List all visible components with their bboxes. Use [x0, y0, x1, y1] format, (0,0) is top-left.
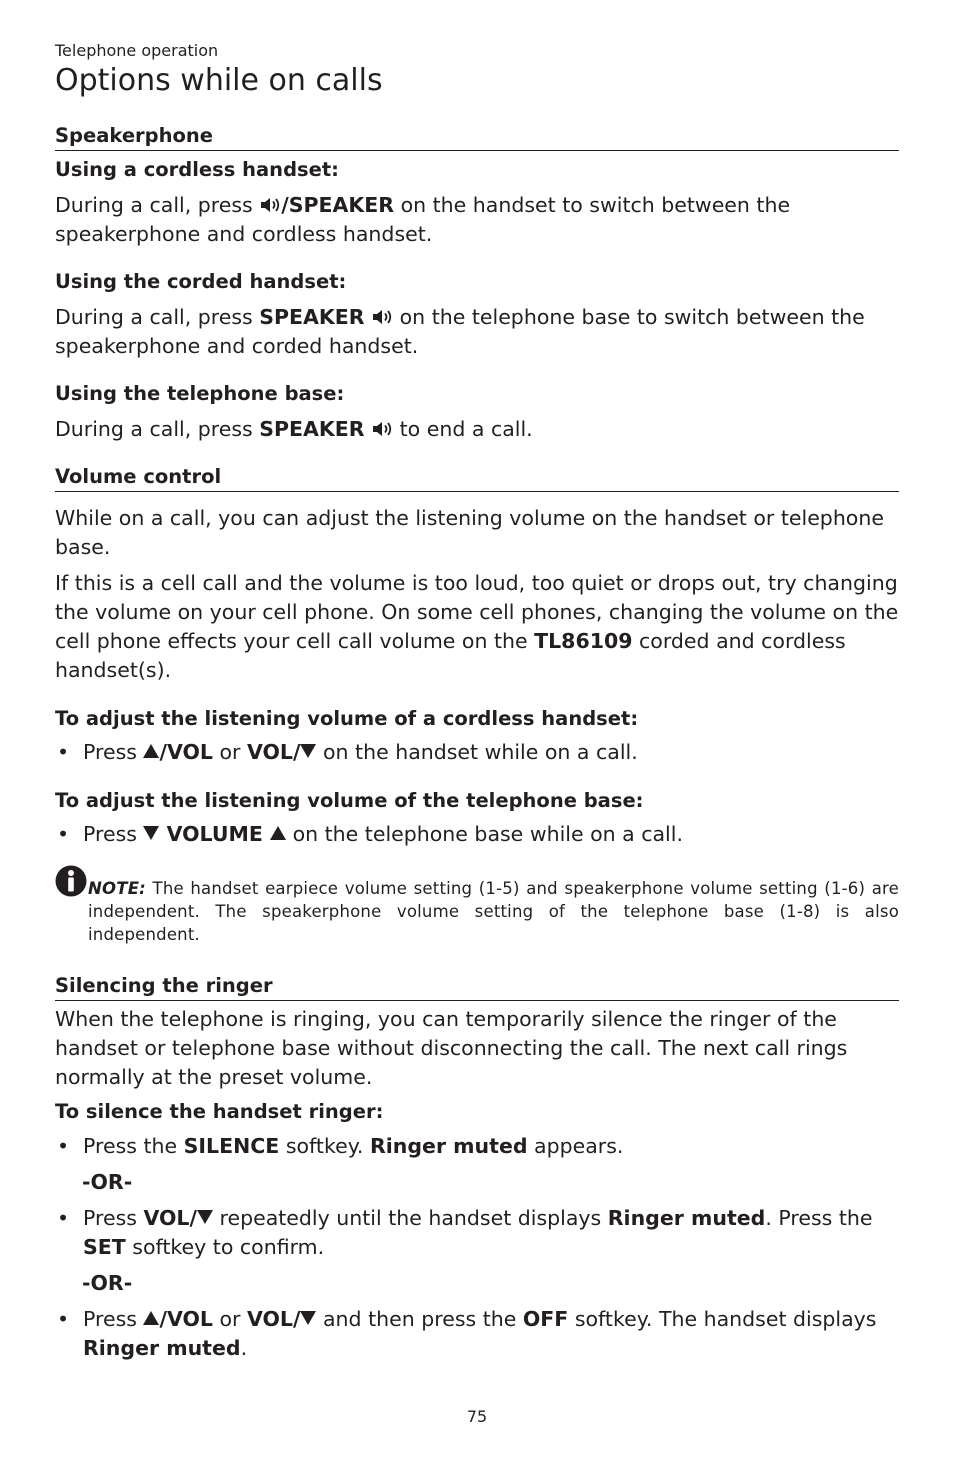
section-heading-ringer: Silencing the ringer — [55, 973, 899, 1001]
text: Press — [83, 740, 144, 764]
text: softkey. The handset displays — [568, 1307, 877, 1331]
text: Press — [83, 822, 144, 846]
page-title: Options while on calls — [55, 63, 383, 98]
text: During a call, press — [55, 193, 260, 217]
bullet: • — [57, 1307, 70, 1331]
subheading-base-volume: To adjust the listening volume of the telephone base: — [55, 789, 644, 812]
text: . Press the — [765, 1206, 873, 1230]
vol-down-key: VOL/ — [143, 1206, 197, 1230]
paragraph-volume-2 — [55, 569, 899, 685]
speaker-icon — [371, 308, 393, 326]
paragraph-volume-1: While on a call, you can adjust the listening volume on the handset or telephone base. — [55, 506, 884, 559]
speaker-key: /SPEAKER — [281, 193, 395, 217]
text: appears. — [527, 1134, 624, 1158]
volume-key: VOLUME — [159, 822, 271, 846]
text: repeatedly until the handset displays — [212, 1206, 608, 1230]
text: and then press the — [316, 1307, 523, 1331]
ringer-muted-text: Ringer muted — [369, 1134, 528, 1158]
vol-up-key: /VOL — [159, 1307, 213, 1331]
info-icon — [55, 865, 87, 897]
bullet: • — [57, 822, 70, 846]
down-arrow-icon — [300, 1311, 316, 1325]
paragraph-ringer: When the telephone is ringing, you can temporarily silence the ringer of the handset or telephone base without disconnecting the call. The next call rings normally at the preset volume. — [55, 1007, 848, 1089]
subheading-handset-volume: To adjust the listening volume of a cordless handset: — [55, 707, 639, 730]
up-arrow-icon — [270, 826, 286, 840]
subheading-base: Using the telephone base: — [55, 382, 345, 405]
note-block — [55, 877, 899, 946]
chapter-label: Telephone operation — [55, 41, 219, 60]
manual-page — [55, 40, 899, 1363]
subheading-silence: To silence the handset ringer: — [55, 1100, 384, 1123]
vol-down-key: VOL/ — [246, 740, 301, 764]
text: During a call, press — [55, 417, 260, 441]
text: on the handset to switch between the speakerphone and cordless handset. — [55, 193, 791, 246]
speaker-key: SPEAKER — [259, 305, 365, 329]
text: corded and cordless handset(s). — [55, 629, 846, 682]
text: If this is a cell call and the volume is too loud, too quiet or drops out, try changing the volume on your cell phone. On some cell phones, changing the volume on the cell phone effects your cell call volume on the — [55, 571, 899, 653]
up-arrow-icon — [143, 744, 159, 758]
off-softkey: OFF — [522, 1307, 569, 1331]
list-item — [55, 820, 899, 849]
vol-up-key: /VOL — [159, 740, 213, 764]
silence-softkey: SILENCE — [183, 1134, 280, 1158]
paragraph-base — [55, 415, 899, 444]
list-item — [55, 1204, 899, 1262]
text: on the handset while on a call. — [316, 740, 638, 764]
text: or — [212, 1307, 247, 1331]
set-softkey: SET — [83, 1235, 126, 1259]
text: or — [212, 740, 247, 764]
list-item — [55, 1132, 899, 1161]
text: softkey. — [279, 1134, 370, 1158]
speaker-icon — [371, 420, 393, 438]
or-separator: -OR- — [82, 1170, 133, 1194]
ringer-muted-text: Ringer muted — [607, 1206, 766, 1230]
list-item — [55, 738, 899, 767]
note-label: NOTE: — [88, 879, 146, 898]
text: on the telephone base to switch between the speakerphone and corded handset. — [55, 305, 865, 358]
subheading-cordless: Using a cordless handset: — [55, 158, 339, 181]
ringer-muted-text: Ringer muted — [83, 1336, 241, 1360]
section-heading-volume: Volume control — [55, 464, 899, 492]
or-separator: -OR- — [82, 1271, 133, 1295]
list-item — [55, 1305, 899, 1363]
bullet: • — [57, 1134, 70, 1158]
text: During a call, press — [55, 305, 260, 329]
down-arrow-icon — [300, 744, 316, 758]
text: softkey to confirm. — [125, 1235, 325, 1259]
text: on the telephone base while on a call. — [286, 822, 683, 846]
model-number: TL86109 — [534, 629, 633, 653]
text: to end a call. — [393, 417, 533, 441]
note-text: The handset earpiece volume setting (1-5) and speakerphone volume setting (1-6) are independent. The speakerphone volume setting of the telephone base (1-8) is also independent. — [88, 879, 899, 944]
bullet: • — [57, 1206, 70, 1230]
bullet: • — [57, 740, 70, 764]
paragraph-corded — [55, 303, 899, 361]
text: . — [240, 1336, 248, 1360]
vol-down-key: VOL/ — [246, 1307, 301, 1331]
page-number: 75 — [466, 1407, 488, 1426]
down-arrow-icon — [143, 826, 159, 840]
text: Press — [83, 1206, 144, 1230]
speaker-icon — [259, 196, 281, 214]
paragraph-cordless — [55, 191, 899, 249]
section-heading-speakerphone: Speakerphone — [55, 123, 899, 151]
text: Press — [83, 1307, 144, 1331]
text: Press the — [83, 1134, 184, 1158]
speaker-key: SPEAKER — [259, 417, 365, 441]
up-arrow-icon — [143, 1311, 159, 1325]
down-arrow-icon — [197, 1210, 213, 1224]
subheading-corded: Using the corded handset: — [55, 270, 347, 293]
